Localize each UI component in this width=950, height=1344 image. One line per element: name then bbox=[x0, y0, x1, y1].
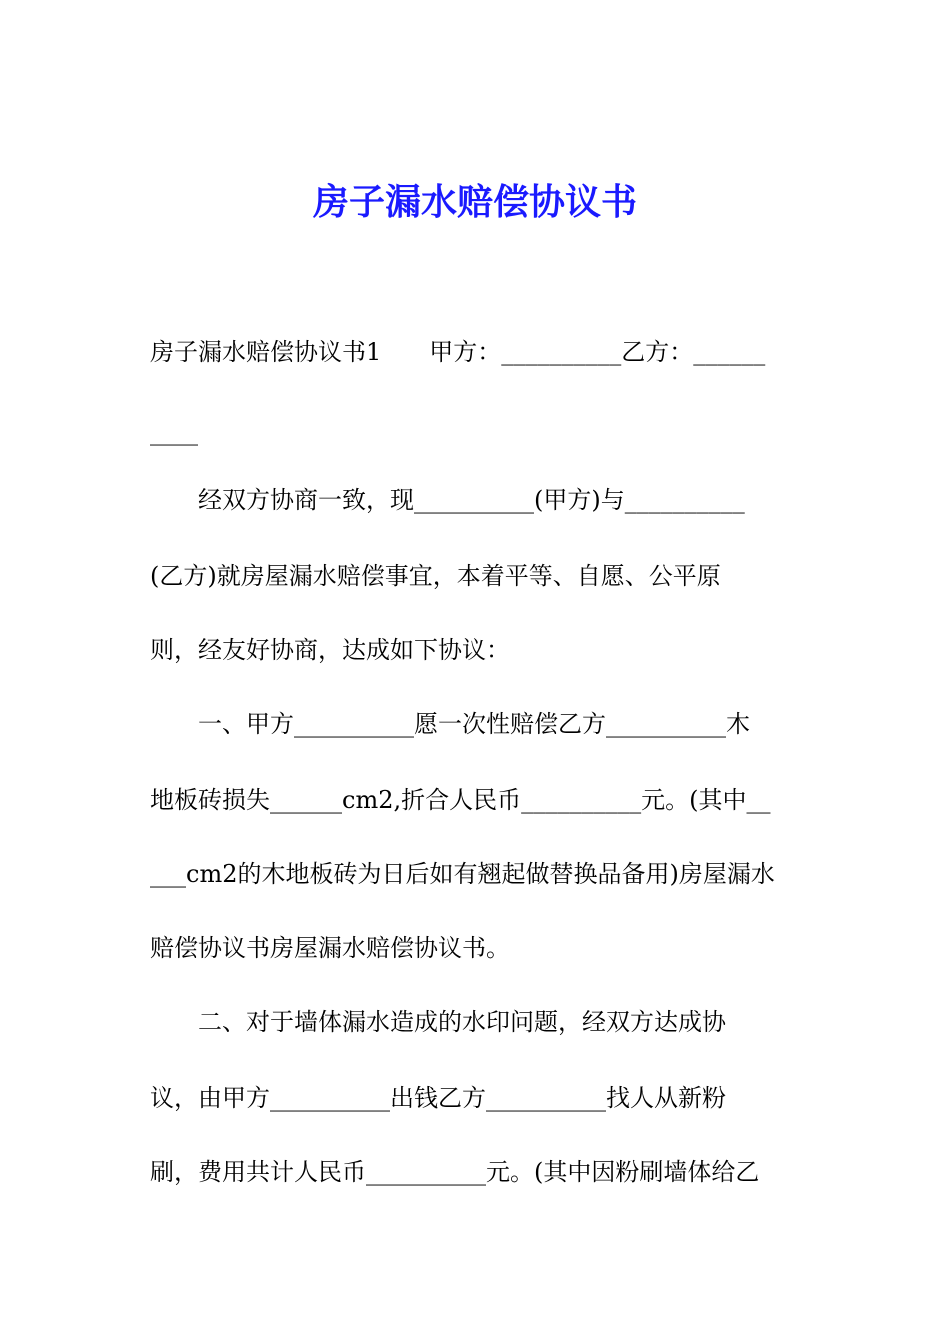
body-line-9: 赔偿协议书房屋漏水赔偿协议书。 bbox=[150, 934, 510, 962]
body-line-4: (乙方)就房屋漏水赔偿事宜，本着平等、自愿、公平原 bbox=[150, 562, 721, 590]
body-line-7: 地板砖损失______cm2,折合人民币__________元。(其中__ bbox=[150, 786, 771, 814]
body-line-8: ___cm2的木地板砖为日后如有翘起做替换品备用)房屋漏水 bbox=[150, 860, 775, 888]
document-title: 房子漏水赔偿协议书 bbox=[312, 182, 637, 223]
body-line-12: 刷，费用共计人民币__________元。(其中因粉刷墙体给乙 bbox=[150, 1158, 760, 1186]
body-line-6: 一、甲方__________愿一次性赔偿乙方__________木 bbox=[150, 710, 750, 738]
body-line-3: 经双方协商一致，现__________(甲方)与__________ bbox=[150, 486, 745, 514]
body-line-10: 二、对于墙体漏水造成的水印问题，经双方达成协 bbox=[150, 1008, 726, 1036]
body-line-2: ____ bbox=[150, 418, 198, 446]
body-line-1: 房子漏水赔偿协议书1 甲方：__________乙方：______ bbox=[150, 338, 766, 366]
body-line-5: 则，经友好协商，达成如下协议： bbox=[150, 636, 510, 664]
body-line-11: 议，由甲方__________出钱乙方__________找人从新粉 bbox=[150, 1084, 726, 1112]
